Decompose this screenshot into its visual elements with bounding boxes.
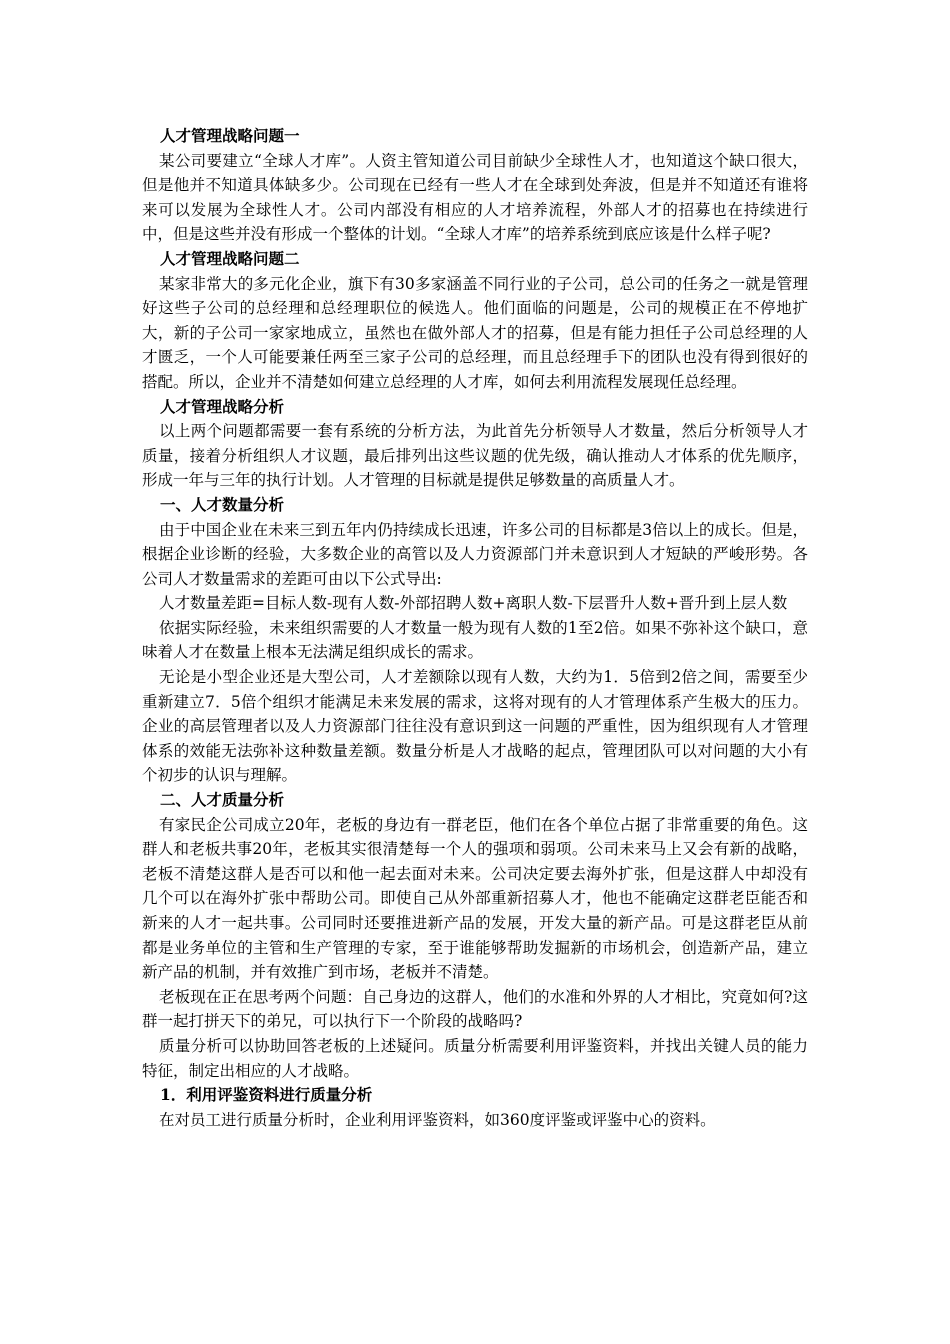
document-page	[142, 124, 808, 1132]
paragraph-quantity-growth: 由于中国企业在未来三到五年内仍持续成长迅速，许多公司的目标都是3倍以上的成长。但是，根据企业诊断的经验，大多数企业的高管以及人力资源部门并未意识到人才短缺的严峻形势。各公司人才数量需求的差距可由以下公式导出:	[142, 520, 808, 588]
heading-assessment-data: 1．利用评鉴资料进行质量分析	[160, 1085, 373, 1105]
paragraph-quantity-experience: 依据实际经验，未来组织需要的人才数量一般为现有人数的1至2倍。如果不弥补这个缺口，意味着人才在数量上根本无法满足组织成长的需求。	[142, 618, 808, 662]
paragraph-analysis-method: 以上两个问题都需要一套有系统的分析方法，为此首先分析领导人才数量，然后分析领导人才质量，接着分析组织人才议题，最后排列出这些议题的优先级，确认推动人才体系的优先顺序，形成一年与三年的执行计划。人才管理的目标就是提供足够数量的高质量人才。	[142, 422, 808, 490]
heading-problem-one: 人才管理战略问题一	[160, 126, 300, 145]
paragraph-quantity-formula: 人才数量差距=目标人数-现有人数-外部招聘人数+离职人数-下层晋升人数+晋升到上层人数	[159, 594, 788, 613]
paragraph-global-talent-pool: 某公司要建立“全球人才库”。人资主管知道公司目前缺少全球性人才，也知道这个缺口很大，但是他并不知道具体缺多少。公司现在已经有一些人才在全球到处奔波，但是并不知道还有谁将来可以发展为全球性人才。公司内部没有相应的人才培养流程，外部人才的招募也在持续进行中，但是这些并没有形成一个整体的计划。“全球人才库”的培养系统到底应该是什么样子呢?	[142, 151, 808, 244]
heading-quantity-analysis: 一、人才数量分析	[160, 494, 285, 514]
paragraph-quantity-pressure: 无论是小型企业还是大型公司，人才差额除以现有人数，大约为1．5倍到2倍之间，需要至少重新建立7．5倍个组织才能满足未来发展的需求，这将对现有的人才管理体系产生极大的压力。企业的高层管理者以及人力资源部门往往没有意识到这一问题的严重性，因为组织现有人才管理体系的效能无法弥补这种数量差额。数量分析是人才战略的起点，管理团队可以对问题的大小有个初步的认识与理解。	[142, 668, 808, 785]
paragraph-gm-talent-pool: 某家非常大的多元化企业，旗下有30多家涵盖不同行业的子公司，总公司的任务之一就是管理好这些子公司的总经理和总经理职位的候选人。他们面临的问题是，公司的规模正在不停地扩大，新的子公司一家家地成立，虽然也在做外部人才的招募，但是有能力担任子公司总经理的人才匮乏，一个人可能要兼任两至三家子公司的总经理，而且总经理手下的团队也没有得到很好的搭配。所以，企业并不清楚如何建立总经理的人才库，如何去利用流程发展现任总经理。	[142, 274, 808, 391]
paragraph-assessment-data: 在对员工进行质量分析时，企业利用评鉴资料，如360度评鉴或评鉴中心的资料。	[159, 1110, 716, 1129]
paragraph-quality-assessment: 质量分析可以协助回答老板的上述疑问。质量分析需要利用评鉴资料，并找出关键人员的能力特征，制定出相应的人才战略。	[142, 1036, 808, 1080]
heading-problem-two: 人才管理战略问题二	[160, 248, 300, 268]
paragraph-quality-case: 有家民企公司成立20年，老板的身边有一群老臣，他们在各个单位占据了非常重要的角色。这群人和老板共事20年，老板其实很清楚每一个人的强项和弱项。公司未来马上又会有新的战略，老板不清楚这群人是否可以和他一起去面对未来。公司决定要去海外扩张，但是这群人中却没有几个可以在海外扩张中帮助公司。即使自己从外部重新招募人才，他也不能确定这群老臣能否和新来的人才一起共事。公司同时还要推进新产品的发展，开发大量的新产品。可是这群老臣从前都是业务单位的主管和生产管理的专家，至于谁能够帮助发掘新的市场机会，创造新产品，建立新产品的机制，并有效推广到市场，老板并不清楚。	[142, 815, 808, 982]
paragraph-quality-questions: 老板现在正在思考两个问题：自己身边的这群人，他们的水准和外界的人才相比，究竟如何?这群一起打拼天下的弟兄，可以执行下一个阶段的战略吗?	[142, 987, 808, 1031]
heading-strategy-analysis: 人才管理战略分析	[160, 396, 285, 416]
heading-quality-analysis: 二、人才质量分析	[160, 790, 285, 810]
